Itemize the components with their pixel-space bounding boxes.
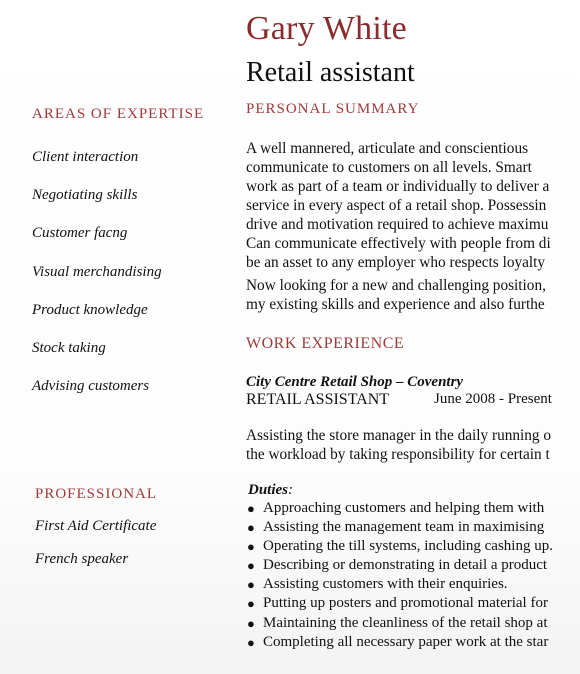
duty-text: Completing all necessary paper work at the star [263, 633, 549, 650]
duty-text: Maintaining the cleanliness of the retail shop at [263, 614, 548, 631]
list-item: Negotiating skills [32, 187, 138, 204]
bullet-icon: ● [247, 634, 255, 650]
list-item [246, 537, 580, 556]
list-item: French speaker [35, 551, 129, 567]
text-line: my existing skills and experience and also furthe [246, 296, 545, 313]
list-item: Stock taking [32, 339, 106, 356]
experience-heading: WORK EXPERIENCE [246, 335, 405, 352]
duties-label [248, 482, 293, 499]
professional-list [35, 518, 156, 584]
bullet-icon: ● [247, 539, 255, 555]
summary-paragraph [246, 276, 580, 314]
bullet-icon: ● [247, 520, 255, 536]
text-line: Now looking for a new and challenging position, [246, 277, 546, 294]
list-item [246, 518, 580, 537]
candidate-role: Retail assistant [246, 57, 415, 88]
job-row [246, 391, 580, 409]
duty-text: Putting up posters and promotional material for [263, 595, 548, 612]
duty-text: Describing or demonstrating in detail a product [263, 557, 548, 574]
text-line: Assisting the store manager in the daily running o [246, 427, 552, 444]
bullet-icon: ● [247, 615, 255, 631]
text-line: the workload by taking responsibility for certain t [246, 446, 550, 463]
duties-label-text: Duties [248, 482, 289, 498]
expertise-list [32, 149, 162, 416]
duty-text: Operating the till systems, including cashing up. [263, 538, 553, 555]
list-item [246, 499, 580, 518]
text-line: work as part of a team or individually to deliver a [246, 178, 550, 195]
summary-body [246, 139, 580, 318]
text-line: A well mannered, articulate and conscientious [246, 140, 529, 157]
job-title: RETAIL ASSISTANT [246, 391, 390, 408]
duty-text: Approaching customers and helping them with [263, 500, 545, 516]
text-line: Can communicate effectively with people from di [246, 235, 551, 252]
text-line: be an asset to any employer who respects loyalty [246, 254, 546, 271]
duties-colon: : [288, 482, 294, 498]
list-item [246, 594, 580, 613]
professional-heading: PROFESSIONAL [35, 486, 158, 502]
summary-paragraph [246, 139, 580, 272]
bullet-icon: ● [247, 558, 255, 574]
list-item: Visual merchandising [32, 263, 162, 280]
job-description [246, 426, 580, 464]
list-item [246, 575, 580, 594]
list-item: Advising customers [32, 378, 150, 395]
list-item [246, 556, 580, 575]
bullet-icon: ● [247, 577, 255, 593]
duty-text: Assisting customers with their enquiries. [263, 576, 508, 593]
duties-list [246, 499, 580, 652]
list-item [246, 614, 580, 633]
duty-text: Assisting the management team in maximising [263, 519, 545, 536]
list-item: First Aid Certificate [35, 518, 157, 534]
summary-heading: PERSONAL SUMMARY [246, 101, 420, 117]
bullet-icon: ● [247, 596, 255, 612]
text-line: communicate to customers on all levels. Smart [246, 159, 532, 176]
candidate-name: Gary White [246, 10, 407, 47]
job-company: City Centre Retail Shop – Coventry [246, 374, 464, 390]
text-line: service in every aspect of a retail shop. Possessin [246, 197, 547, 214]
list-item: Customer facng [32, 225, 128, 242]
bullet-icon: ● [247, 501, 255, 516]
expertise-heading: AREAS OF EXPERTISE [32, 106, 205, 122]
list-item: Product knowledge [32, 301, 148, 318]
job-dates: June 2008 - Present [434, 391, 552, 407]
list-item: Client interaction [32, 149, 139, 165]
text-line: drive and motivation required to achieve maximu [246, 216, 549, 233]
list-item [246, 633, 580, 652]
